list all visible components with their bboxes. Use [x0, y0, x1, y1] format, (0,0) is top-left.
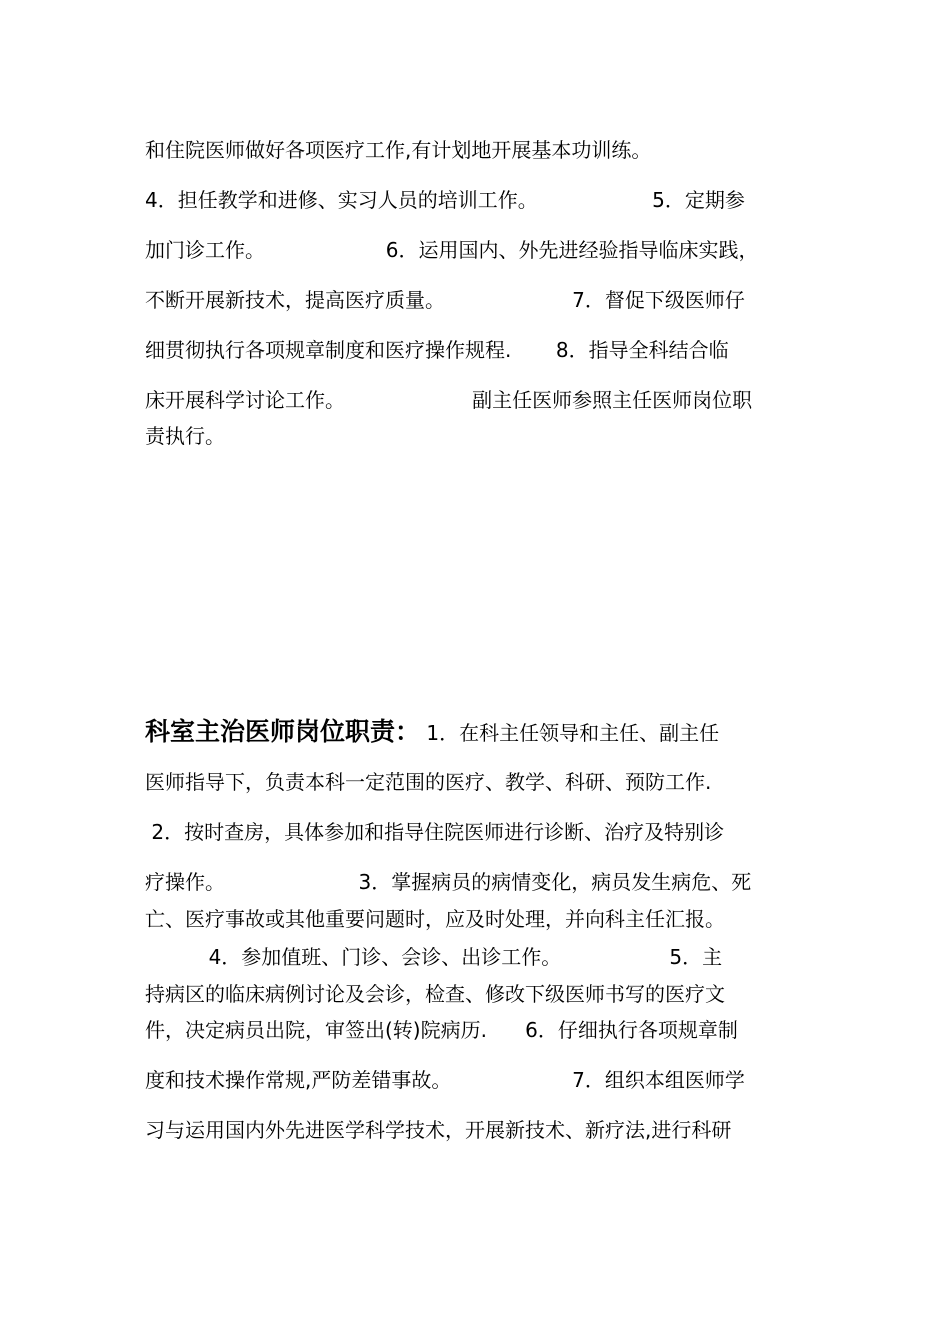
section-heading: 科室主治医师岗位职责： [145, 717, 421, 746]
text-line: 件，决定病员出院，审签出(转)院病历. 6．仔细执行各项规章制 [145, 1018, 738, 1042]
text-line: 持病区的临床病例讨论及会诊，检查、修改下级医师书写的医疗文 [145, 982, 725, 1006]
text-line: 加门诊工作。 6．运用国内、外先进经验指导临床实践， [145, 238, 759, 262]
text-line: 习与运用国内外先进医学科学技术，开展新技术、新疗法,进行科研 [145, 1118, 732, 1142]
text-line: 床开展科学讨论工作。 副主任医师参照主任医师岗位职 [145, 388, 753, 412]
text-line: 2．按时查房，具体参加和指导住院医师进行诊断、治疗及特别诊 [145, 820, 725, 844]
section-heading-line [145, 717, 815, 746]
text-line: 和住院医师做好各项医疗工作,有计划地开展基本功训练。 [145, 138, 652, 162]
text-line: 疗操作。 3．掌握病员的病情变化，病员发生病危、死 [145, 870, 752, 894]
text-line: 4．担任教学和进修、实习人员的培训工作。 5．定期参 [145, 188, 745, 212]
text-line: 4．参加值班、门诊、会诊、出诊工作。 5．主 [145, 945, 723, 969]
text-line: 不断开展新技术，提高医疗质量。 7．督促下级医师仔 [145, 288, 745, 312]
text-line: 1．在科主任领导和主任、副主任 [420, 721, 720, 745]
text-line: 医师指导下，负责本科一定范围的医疗、教学、科研、预防工作. [145, 770, 712, 794]
text-line: 细贯彻执行各项规章制度和医疗操作规程. 8．指导全科结合临 [145, 338, 729, 362]
text-line: 度和技术操作常规,严防差错事故。 7．组织本组医师学 [145, 1068, 745, 1092]
text-line: 亡、医疗事故或其他重要问题时，应及时处理，并向科主任汇报。 [145, 907, 725, 931]
text-line: 责执行。 [145, 424, 225, 448]
